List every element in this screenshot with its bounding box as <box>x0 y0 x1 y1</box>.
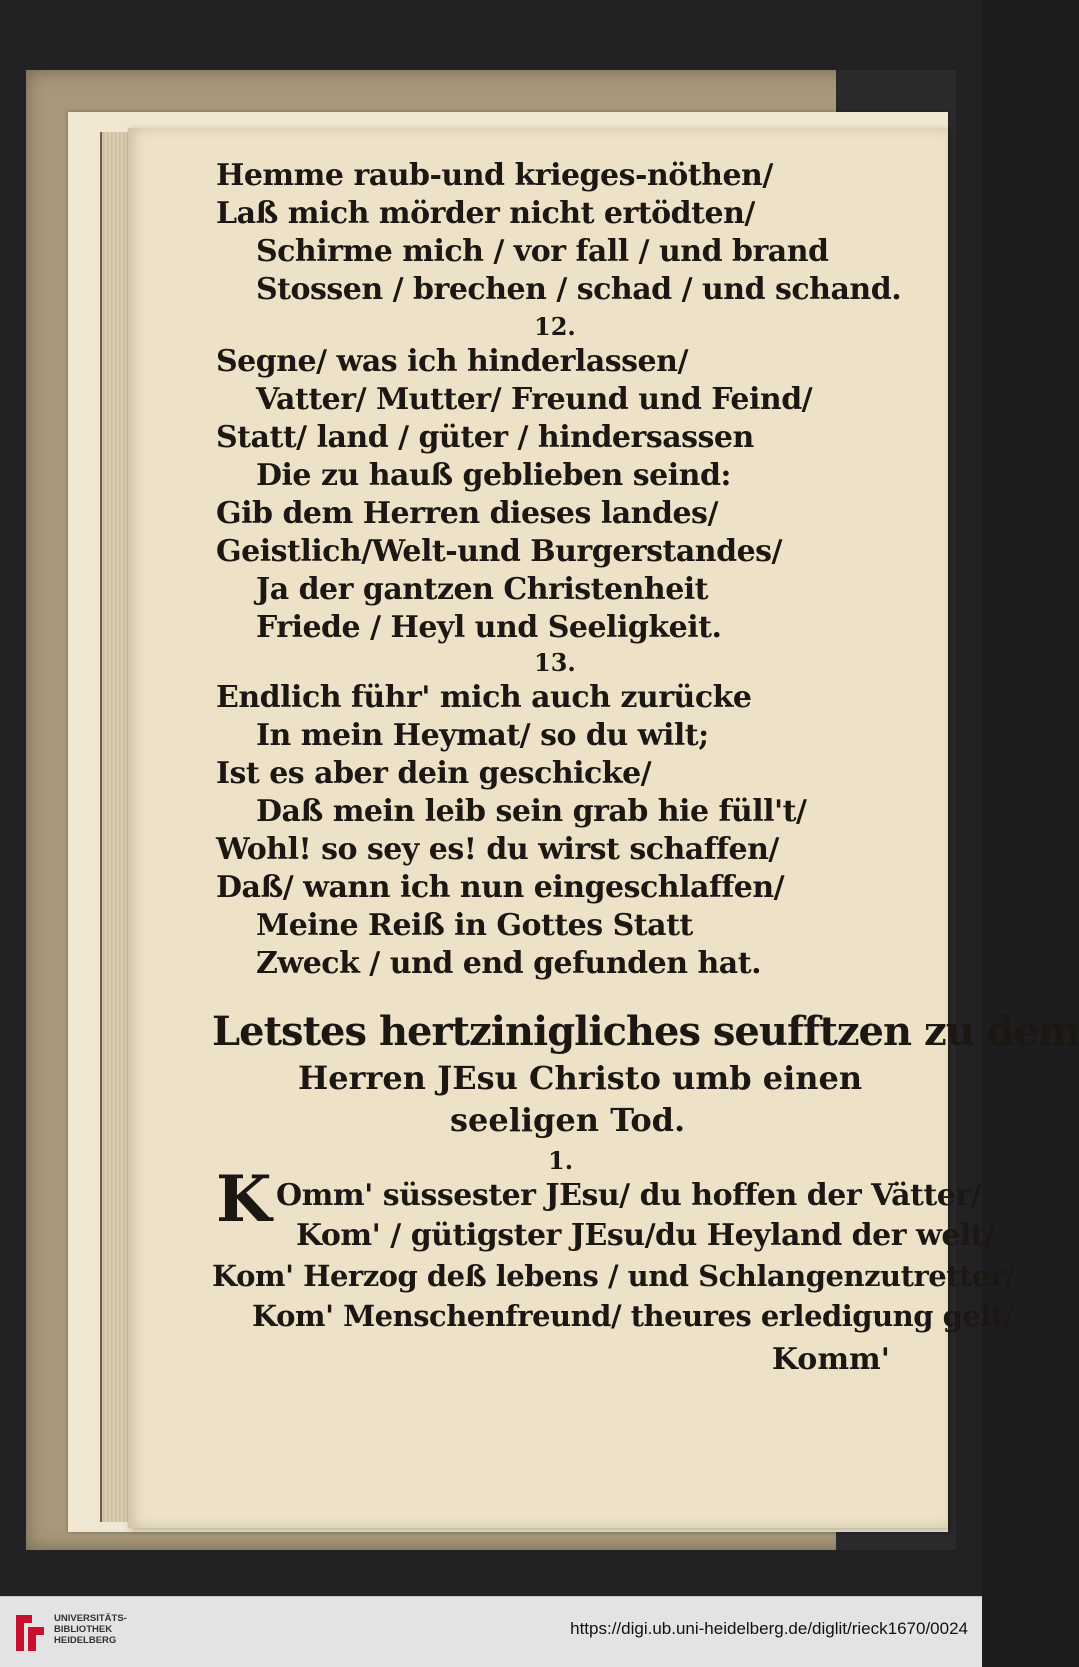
verse-line: Gib dem Herren dieses landes/ <box>216 496 718 531</box>
verse-line: Geistlich/Welt-und Burgerstandes/ <box>216 534 783 569</box>
verse-line: Kom' Herzog deß lebens / und Schlangenzutretter/ <box>212 1259 1015 1293</box>
verse-line: Endlich führ' mich auch zurücke <box>216 680 752 715</box>
stanza-number: 12. <box>534 312 576 341</box>
verse-line: Schirme mich / vor fall / und brand <box>256 234 829 269</box>
verse-line: Omm' süssester JEsu/ du hoffen der Vätter/ <box>276 1178 982 1213</box>
verse-line: Segne/ was ich hinderlassen/ <box>216 344 688 379</box>
verse-line: Daß/ wann ich nun eingeschlaffen/ <box>216 870 785 905</box>
verse-line: Die zu hauß geblieben seind: <box>256 458 732 493</box>
drop-cap: K <box>216 1162 272 1237</box>
verse-line: Stossen / brechen / schad / und schand. <box>256 272 902 307</box>
verse-line: Kom' / gütigster JEsu/du Heyland der welt/ <box>296 1218 995 1253</box>
page-text <box>128 128 1079 1528</box>
verse-line: Meine Reiß in Gottes Statt <box>256 908 693 943</box>
verse-line: Zweck / und end gefunden hat. <box>256 946 762 981</box>
library-name: UNIVERSITÄTS- BIBLIOTHEK HEIDELBERG <box>54 1613 127 1646</box>
verse-line: Ist es aber dein geschicke/ <box>216 756 652 791</box>
verse-line: Statt/ land / güter / hindersassen <box>216 420 754 455</box>
permalink-url[interactable]: https://digi.ub.uni-heidelberg.de/diglit/rieck1670/0024 <box>570 1619 968 1638</box>
verse-line: Ja der gantzen Christenheit <box>256 572 709 607</box>
verse-line: Hemme raub-und krieges-nöthen/ <box>216 158 773 193</box>
verse-line: Kom' Menschenfreund/ theures erledigung gelt/ <box>252 1299 1014 1333</box>
viewer-footer <box>0 1596 982 1667</box>
verse-line: Daß mein leib sein grab hie füll't/ <box>256 794 807 829</box>
hymn-title: Letstes hertzinigliches seufftzen zu dem <box>212 1008 1079 1055</box>
verse-line: In mein Heymat/ so du wilt; <box>256 718 709 753</box>
verse-line: Laß mich mörder nicht ertödten/ <box>216 196 755 231</box>
university-library-logo-icon <box>12 1609 48 1657</box>
stanza-number: 13. <box>534 648 576 677</box>
book-page <box>128 128 1079 1528</box>
verse-line: Wohl! so sey es! du wirst schaffen/ <box>216 832 779 867</box>
hymn-title-line: Herren JEsu Christo umb einen <box>298 1059 863 1097</box>
stanza-number: 1. <box>548 1146 574 1175</box>
verse-line: Friede / Heyl und Seeligkeit. <box>256 610 722 645</box>
hymn-title-line: seeligen Tod. <box>450 1101 686 1139</box>
verse-line: Vatter/ Mutter/ Freund und Feind/ <box>256 382 813 417</box>
catchword: Komm' <box>771 1342 890 1377</box>
